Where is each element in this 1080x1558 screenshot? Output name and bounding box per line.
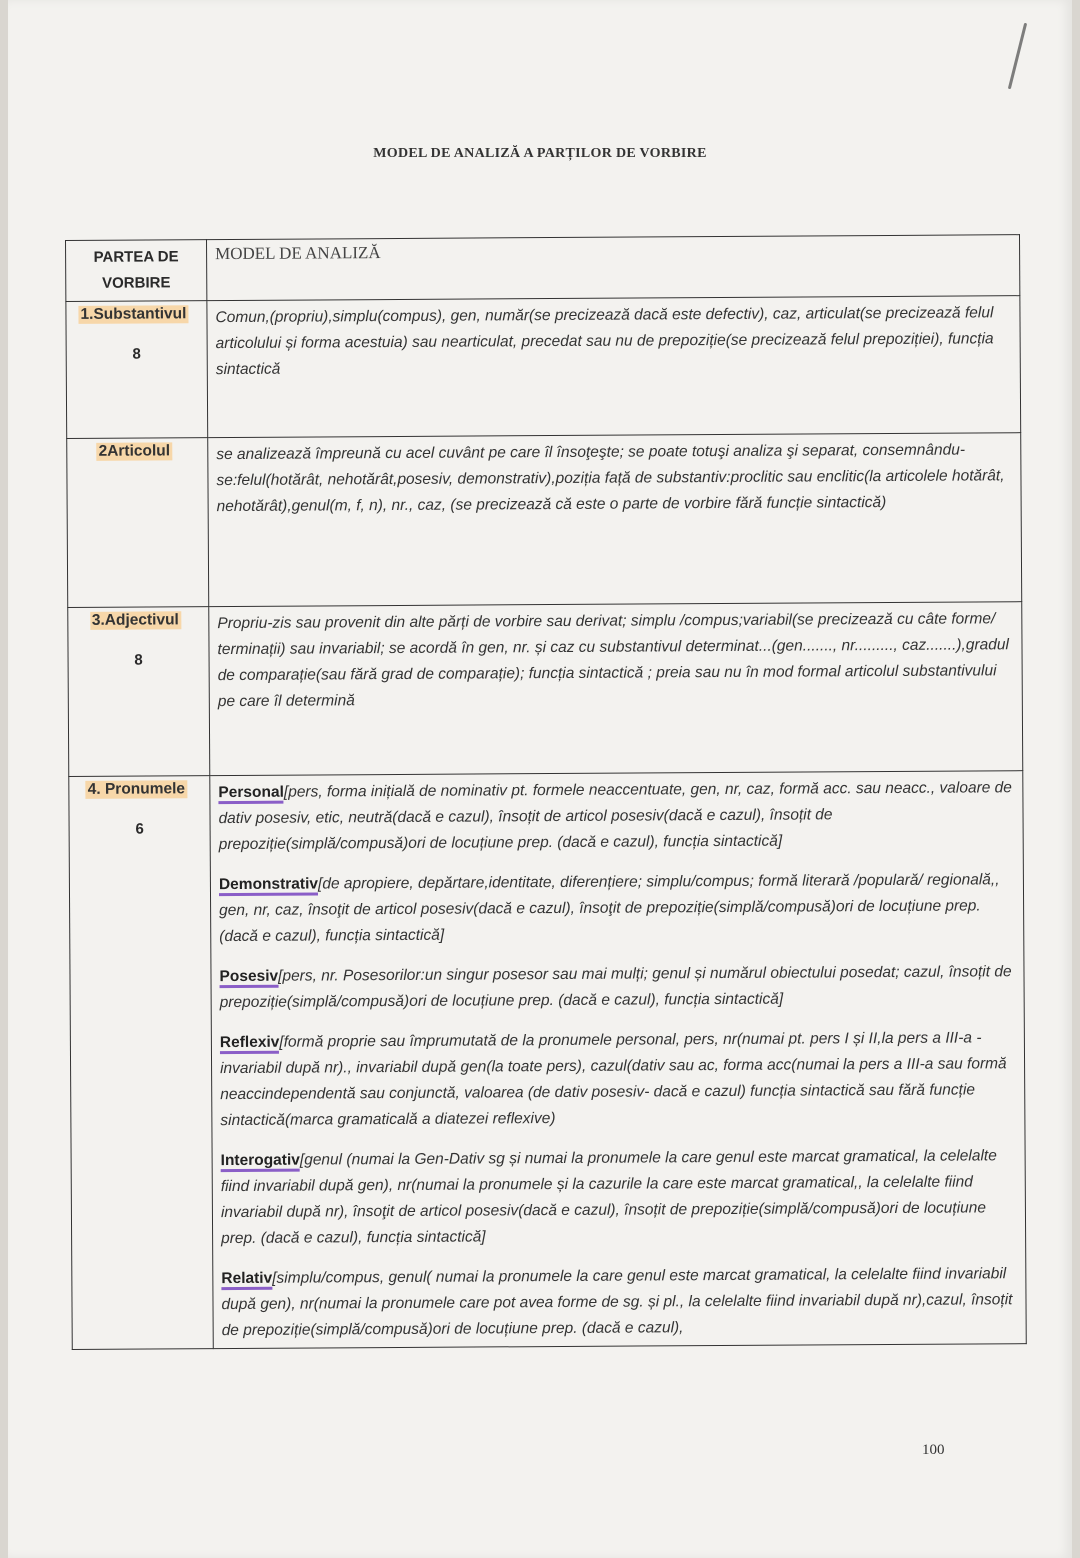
- subtype-label: Personal: [218, 784, 284, 804]
- pos-count: 8: [134, 651, 143, 669]
- row-label-cell: [67, 438, 209, 608]
- page-number: 100: [922, 1442, 945, 1458]
- document-page: [8, 0, 1072, 1558]
- subtype-text: [de apropiere, depărtare,identitate, diferențiere; simplu/compus; formă literară /populară/ regională,, gen, nr, caz, însoţit de articol posesiv(dacă e cazul), însoţit de prepoziție(simplă/compusă)ori de locuțiune prep. (dacă e cazul), funcția sintactică]: [219, 871, 1000, 946]
- row-description: se analizează împreună cu acel cuvânt pe care îl însoţeşte; se poate totuşi analiza şi separat, consemnându-se:felul(hotărât, nehotărât,posesiv, demonstrativ),poziția față de substantiv:proclitic sau enclitic(la articolele hotărât, nehotărât),genul(m, f, n), nr., caz, (se precizează că este o parte de vorbire fără funcție sintactică): [208, 433, 1022, 607]
- pos-name: 2Articolul: [96, 442, 172, 460]
- pronoun-subtype: [218, 775, 1014, 858]
- row-label-cell: [66, 301, 208, 439]
- row-description: Comun,(propriu),simplu(compus), gen, număr(se precizează dacă este defectiv), caz, articulat(se precizează felul articolului și forma acestuia) sau nearticulat, precedat sau nu de prepoziție(se precizează felul prepoziției), funcția sintactică: [207, 296, 1021, 438]
- row-label-cell: [68, 607, 210, 777]
- table-row: [66, 296, 1021, 439]
- document-title: MODEL DE ANALIZĂ A PARȚILOR DE VORBIRE: [373, 146, 707, 161]
- pos-name: 3.Adjectivul: [90, 611, 181, 630]
- table-header-row: [66, 235, 1020, 302]
- header-analysis-model: MODEL DE ANALIZĂ: [207, 235, 1020, 301]
- subtype-label: Interogativ: [221, 1152, 300, 1172]
- pos-count: 6: [135, 820, 144, 838]
- subtype-label: Demonstrativ: [219, 875, 318, 896]
- subtype-label: Relativ: [221, 1270, 272, 1290]
- subtype-text: [pers, nr. Posesorilor:un singur posesor sau mai mulți; genul și numărul obiectului posedat; cazul, însoțit de prepoziție(simplă/compusă)ori de locuțiune prep. (dacă e cazul), funcția sintactică]: [219, 963, 1012, 1012]
- row-description: [210, 771, 1026, 1349]
- subtype-label: Posesiv: [219, 968, 278, 988]
- subtype-label: Reflexiv: [220, 1034, 280, 1054]
- row-description: Propriu-zis sau provenit din alte părți de vorbire sau derivat; simplu /compus;variabil(se precizează cu câte forme/ terminații) sau invariabil; se acordă în gen, nr. și caz cu substantivul determinat...(gen......., nr........., caz.......),gradul de comparație(sau fără grad de comparație); funcția sintactică ; preia sau nu în mod formal articolul substantivului pe care îl determină: [209, 602, 1023, 776]
- table-row: [68, 602, 1023, 777]
- table-row: [67, 433, 1022, 608]
- pronoun-subtype: [219, 867, 1015, 950]
- pos-name: 4. Pronumele: [86, 780, 187, 799]
- subtype-text: [formă proprie sau împrumutată de la pronumele personal, pers, nr(numai pt. pers I și II,la pers a III-a -invariabil după nr)., invariabil după gen(la toate pers), cazul(dativ sau ac, forma acc(numai la pers a III-a sau formă neaccindependentă sau conjunctă, valoarea (de dativ posesiv- dacă e cazul) funcția sintactică sau fără funcție sintactică(marca gramaticală a diatezei reflexive): [220, 1029, 1007, 1130]
- table-row: [69, 771, 1026, 1350]
- subtype-text: [simplu/compus, genul( numai la pronumele la care genul este marcat gramatical, la celelalte fiind invariabil după gen), nr(numai la pronumele care pot avea forme de sg. și pl., la celelalte fiind invariabil după nr),cazul, însoțit de prepoziție(simplă/compusă)ori de locuțiune prep. (dacă e cazul),: [221, 1265, 1013, 1340]
- pronoun-subtype: [221, 1261, 1017, 1344]
- pos-name: 1.Substantivul: [78, 305, 188, 324]
- pronoun-subtype: [220, 1025, 1017, 1134]
- pos-count: 8: [132, 345, 141, 363]
- subtype-text: [pers, forma inițială de nominativ pt. formele neaccentuate, gen, nr, caz, formă acc. sau neacc., valoare de dativ posesiv, etic, neutră(dacă e cazul), însoțit de articol posesiv(dacă e cazul), însoțit de prepoziție(simplă/compusă)ori de locuțiune prep. (dacă e cazul), funcția sintactică]: [218, 779, 1012, 854]
- pen-mark: [1008, 23, 1027, 90]
- pronoun-subtype: [221, 1143, 1018, 1252]
- subtype-text: [genul (numai la Gen-Dativ sg și numai la pronumele la care genul este marcat gramatical, la celelalte fiind invariabil după gen), nr(numai la pronumele și la cazurile la care este marcat gramatical,, la celelalte fiind invariabil după nr), însoţit de articol posesiv(dacă e cazul), însoțit de prepoziție(simplă/compusă)ori de locuțiune prep. (dacă e cazul), funcția sintactică]: [220, 1147, 997, 1248]
- header-part-of-speech: PARTEA DE VORBIRE: [66, 240, 207, 302]
- row-label-cell: [69, 776, 213, 1350]
- pronoun-subtype: [219, 959, 1015, 1016]
- analysis-table: [65, 234, 1027, 1350]
